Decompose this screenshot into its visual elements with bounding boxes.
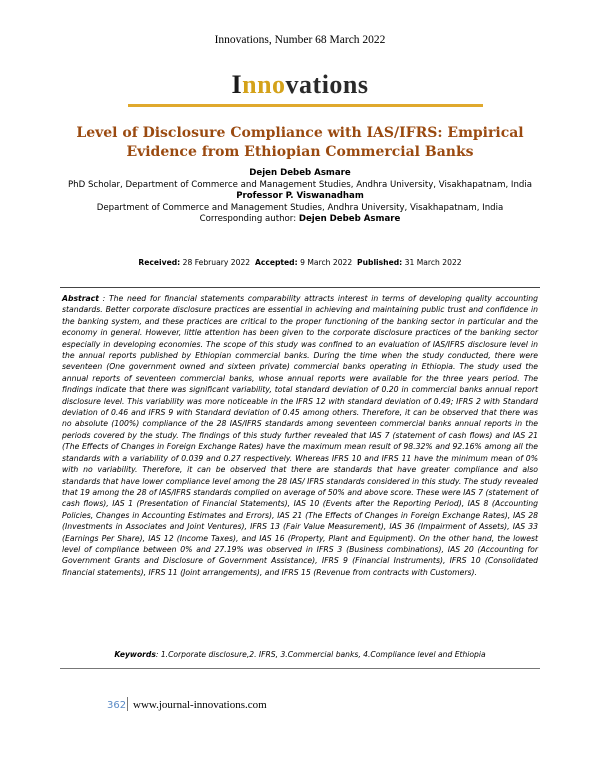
keywords-text: : 1.Corporate disclosure,2. IFRS, 3.Commercial banks, 4.Compliance level and Ethiopia xyxy=(155,650,486,659)
logo-letter-i: I xyxy=(231,70,243,99)
received-date: 28 February 2022 xyxy=(182,258,251,267)
author1-affiliation: PhD Scholar, Department of Commerce and Management Studies, Andhra University, Visakhapatnam, India xyxy=(67,179,533,190)
logo-rest: vations xyxy=(285,70,369,99)
corresponding-label: Corresponding author: xyxy=(199,214,297,225)
keywords-label: Keywords xyxy=(114,650,156,659)
footer-rule xyxy=(60,668,540,669)
published-label: Published: xyxy=(357,258,403,267)
received-label: Received: xyxy=(138,258,181,267)
keywords xyxy=(62,650,538,659)
corresponding-author xyxy=(30,214,570,226)
accepted-label: Accepted: xyxy=(254,258,298,267)
author2-name: Professor P. Viswanadham xyxy=(236,191,364,202)
published-date: 31 March 2022 xyxy=(404,258,462,267)
footer-separator xyxy=(127,697,128,711)
corresponding-name: Dejen Debeb Asmare xyxy=(298,214,401,225)
abstract-text: : The need for financial statements comparability attracts interest in terms of developing quality accounting standards. Better corporate disclosure practices are essential in achieving and maintaining public trust and confidence in the banking system, and these practices are critical to the proper functioning of the banking sector in particular and the economy in general. However, little attention has been given to the corporate disclosure practices of the banking sector especially in developing economies. The scope of this study was confined to an evaluation of IAS/IFRS disclosure level in the annual reports published by Ethiopian commercial banks. During the time when the study conducted, there were seventeen (One government owned and sixteen private) commercial banks operating in Ethiopia. The study used the annual reports of seventeen commercial banks, whose annual reports were available for the three years period. The findings indicate that there was significant variability, total standard deviation of 0.20 in commercial banks annual report disclosure level. This variability was more noticeable in the IFRS 12 with standard deviation of 0.49; IFRS 2 with Standard deviation of 0.46 and IFRS 9 with Standard deviation of 0.45 among others. Therefore, it can be observed that there was no absolute (100%) compliance of the 28 IAS/IFRS standards among seventeen commercial banks annual reports in the periods covered by the study. The findings of this study further revealed that IAS 7 (statement of cash flows) and IAS 21 (The Effects of Changes in Foreign Exchange Rates) have the maximum mean result of 98.32% and 92.16% among all the standards with a variability of 0.039 and 0.27 respectively. Whereas IFRS 10 and IFRS 11 have the minimum mean of 0% with no variability. Therefore, it can be observed that there are standards that have greater compliance and also standards that have lower compliance level among the 28 IAS/ IFRS standards considered in this study. The study revealed that 19 among the 28 of IAS/IFRS standards complied on average of 50% and above score. These were IAS 7 (statement of cash flows), IAS 1 (Presentation of Financial Statements), IAS 10 (Events after the Reporting Period), IAS 8 (Accounting Policies, Changes in Accounting Estimates and Errors), IAS 21 (The Effects of Changes in Foreign Exchange Rates), IAS 28 (Investments in Associates and Joint Ventures), IFRS 13 (Fair Value Measurement), IAS 36 (Impairment of Assets), IAS 33 (Earnings Per Share), IAS 12 (Income Taxes), and IAS 16 (Property, Plant and Equipment). On the other hand, the lowest level of compliance between 0% and 27.19% was observed in IFRS 3 (Business combinations), IAS 20 (Accounting for Government Grants and Disclosure of Government Assistance), IFRS 9 (Financial Instruments), IFRS 10 (Consolidated financial statements), IFRS 11 (Joint arrangements), and IFRS 15 (Revenue from contracts with Customers). xyxy=(62,294,538,577)
article-dates xyxy=(0,258,600,267)
article-title: Level of Disclosure Compliance with IAS/IFRS: Empirical Evidence from Ethiopian Commercial Banks xyxy=(76,125,524,160)
author-block xyxy=(30,168,570,226)
logo-underline xyxy=(128,104,483,107)
journal-issue-line: Innovations, Number 68 March 2022 xyxy=(214,34,386,46)
journal-website-link[interactable]: www.journal-innovations.com xyxy=(133,699,267,711)
author2-affiliation: Department of Commerce and Management Studies, Andhra University, Visakhapatnam, India xyxy=(96,202,504,213)
abstract xyxy=(62,293,538,578)
abstract-label: Abstract xyxy=(62,294,99,303)
journal-logo xyxy=(0,70,600,100)
author1-name: Dejen Debeb Asmare xyxy=(249,168,351,178)
logo-highlight: nno xyxy=(242,70,286,99)
accepted-date: 9 March 2022 xyxy=(300,258,353,267)
abstract-top-rule xyxy=(60,287,540,288)
page-number: 362 xyxy=(107,700,127,711)
